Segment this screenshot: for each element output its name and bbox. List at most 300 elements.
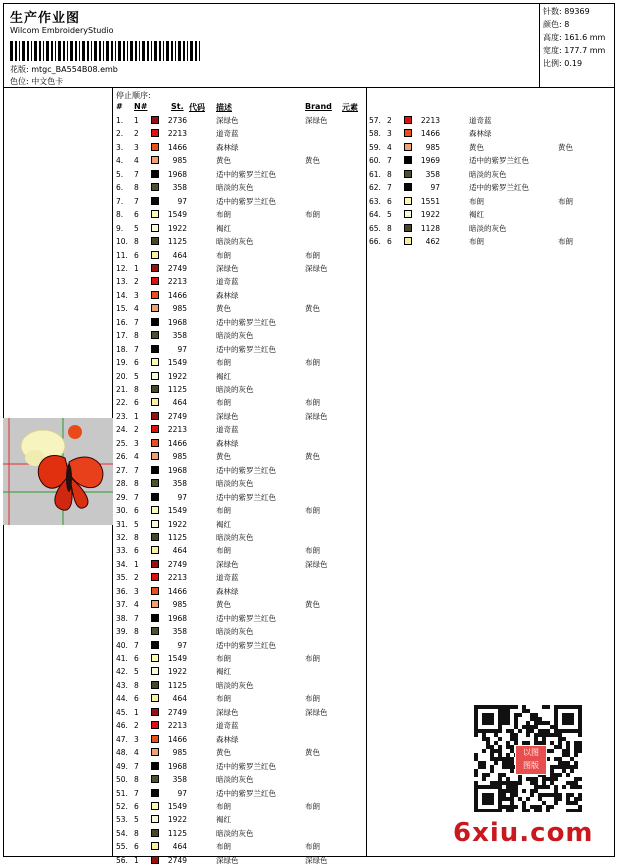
thread-color-swatch xyxy=(151,385,159,393)
row-needle: 5 xyxy=(134,815,139,825)
row-needle: 6 xyxy=(387,237,392,247)
row-code: 1466 xyxy=(167,438,187,448)
table-row xyxy=(369,222,569,235)
row-needle: 5 xyxy=(387,210,392,220)
row-index: 11. xyxy=(116,250,128,260)
thread-color-swatch xyxy=(151,520,159,528)
table-row xyxy=(116,168,366,181)
row-needle: 8 xyxy=(134,331,139,341)
row-needle: 3 xyxy=(134,734,139,744)
table-row xyxy=(116,141,366,154)
row-code: 1968 xyxy=(167,169,187,179)
thread-color-swatch xyxy=(151,721,159,729)
thread-color-swatch xyxy=(151,681,159,689)
thread-color-swatch xyxy=(404,116,412,124)
row-code: 2213 xyxy=(167,425,187,435)
stop-order-label: 停止顺序: xyxy=(116,91,151,100)
row-needle: 7 xyxy=(134,317,139,327)
row-brand: 布朗 xyxy=(305,210,320,220)
row-description: 暗淡的灰色 xyxy=(216,479,254,489)
row-needle: 8 xyxy=(134,479,139,489)
col-header-needle: N# xyxy=(134,102,148,111)
row-brand: 布朗 xyxy=(558,237,573,247)
row-index: 20. xyxy=(116,371,128,381)
row-code: 1125 xyxy=(167,680,187,690)
table-row xyxy=(116,262,366,275)
row-index: 3. xyxy=(116,142,124,152)
row-brand: 黄色 xyxy=(305,748,320,758)
row-brand: 黄色 xyxy=(558,142,573,152)
table-row xyxy=(116,612,366,625)
table-row xyxy=(116,827,366,840)
row-needle: 4 xyxy=(387,142,392,152)
row-description: 深绿色 xyxy=(216,116,239,125)
row-description: 适中的紫罗兰红色 xyxy=(216,613,276,623)
row-code: 464 xyxy=(172,250,187,260)
row-description: 黄色 xyxy=(216,304,231,314)
row-description: 道奇蓝 xyxy=(469,116,492,125)
row-code: 1125 xyxy=(167,237,187,247)
row-needle: 1 xyxy=(134,116,139,125)
row-description: 深绿色 xyxy=(216,855,239,865)
table-row xyxy=(116,114,366,127)
row-description: 暗淡的灰色 xyxy=(216,775,254,785)
row-code: 97 xyxy=(177,788,187,798)
row-needle: 6 xyxy=(134,842,139,852)
table-row xyxy=(369,235,573,248)
row-needle: 6 xyxy=(134,210,139,220)
row-index: 57. xyxy=(369,116,381,125)
row-needle: 1 xyxy=(134,263,139,273)
row-index: 5. xyxy=(116,169,124,179)
row-code: 1922 xyxy=(167,223,187,233)
row-index: 8. xyxy=(116,210,124,220)
thread-color-swatch xyxy=(151,398,159,406)
row-description: 布朗 xyxy=(216,654,231,663)
row-needle: 6 xyxy=(134,358,139,368)
row-description: 布朗 xyxy=(216,546,231,556)
stat-height: 高度: 161.6 mm xyxy=(543,33,606,42)
row-needle: 8 xyxy=(134,532,139,542)
table-row xyxy=(116,208,366,221)
row-index: 44. xyxy=(116,694,128,704)
row-index: 58. xyxy=(369,129,381,139)
row-description: 森林绿 xyxy=(216,142,239,152)
table-row xyxy=(369,114,569,127)
row-code: 2749 xyxy=(167,559,187,569)
thread-color-swatch xyxy=(404,237,412,245)
thread-color-swatch xyxy=(151,197,159,205)
thread-color-swatch xyxy=(151,183,159,191)
row-index: 46. xyxy=(116,721,128,731)
row-brand: 布朗 xyxy=(305,358,320,368)
row-index: 15. xyxy=(116,304,128,314)
row-index: 1. xyxy=(116,116,124,125)
row-description: 适中的紫罗兰红色 xyxy=(216,169,276,179)
row-code: 1466 xyxy=(167,290,187,300)
table-row xyxy=(116,423,366,436)
row-needle: 8 xyxy=(134,237,139,247)
thread-color-swatch xyxy=(151,533,159,541)
thread-color-swatch xyxy=(151,466,159,474)
row-brand: 黄色 xyxy=(305,600,320,610)
col-header-stitches: St. xyxy=(171,102,184,111)
row-needle: 3 xyxy=(387,129,392,139)
thread-color-swatch xyxy=(151,264,159,272)
row-needle: 2 xyxy=(134,721,139,731)
thread-color-swatch xyxy=(151,345,159,353)
row-code: 2213 xyxy=(167,277,187,287)
thread-color-swatch xyxy=(151,277,159,285)
table-row xyxy=(116,719,366,732)
table-row xyxy=(116,760,366,773)
row-index: 14. xyxy=(116,290,128,300)
row-code: 358 xyxy=(172,479,187,489)
table-row xyxy=(116,477,366,490)
thread-color-swatch xyxy=(151,829,159,837)
row-needle: 8 xyxy=(134,385,139,394)
row-description: 适中的紫罗兰红色 xyxy=(216,788,276,798)
thread-color-swatch xyxy=(404,210,412,218)
row-needle: 7 xyxy=(134,492,139,502)
row-code: 97 xyxy=(177,492,187,502)
row-description: 适中的紫罗兰红色 xyxy=(469,183,529,193)
row-code: 985 xyxy=(172,600,187,610)
table-row xyxy=(116,302,366,315)
row-needle: 4 xyxy=(134,156,139,166)
row-index: 39. xyxy=(116,627,128,637)
row-index: 4. xyxy=(116,156,124,166)
row-code: 464 xyxy=(172,546,187,556)
row-code: 1466 xyxy=(420,129,440,139)
thread-color-swatch xyxy=(151,372,159,380)
thread-color-swatch xyxy=(151,156,159,164)
table-row xyxy=(116,733,366,746)
row-needle: 6 xyxy=(134,546,139,556)
row-code: 1551 xyxy=(420,196,440,206)
row-code: 1549 xyxy=(167,654,187,663)
row-index: 43. xyxy=(116,680,128,690)
table-row xyxy=(116,665,366,678)
row-brand: 布朗 xyxy=(305,506,320,516)
row-needle: 5 xyxy=(134,519,139,529)
row-needle: 6 xyxy=(134,250,139,260)
row-needle: 7 xyxy=(134,465,139,475)
row-index: 10. xyxy=(116,237,128,247)
row-description: 黄色 xyxy=(216,748,231,758)
row-description: 布朗 xyxy=(216,801,231,811)
row-brand: 布朗 xyxy=(305,842,320,852)
row-needle: 7 xyxy=(134,640,139,650)
table-row xyxy=(116,343,366,356)
row-code: 1922 xyxy=(167,815,187,825)
row-code: 1466 xyxy=(167,734,187,744)
thread-color-swatch xyxy=(151,815,159,823)
row-needle: 7 xyxy=(134,761,139,771)
row-needle: 1 xyxy=(134,855,139,865)
row-code: 985 xyxy=(172,156,187,166)
row-code: 2213 xyxy=(420,116,440,125)
row-code: 1549 xyxy=(167,210,187,220)
row-index: 59. xyxy=(369,142,381,152)
row-code: 1968 xyxy=(167,317,187,327)
row-code: 2213 xyxy=(167,721,187,731)
row-description: 布朗 xyxy=(469,237,484,247)
watermark-text: 6xiu.com xyxy=(453,818,594,848)
row-description: 黄色 xyxy=(216,452,231,462)
row-code: 2749 xyxy=(167,707,187,717)
row-index: 45. xyxy=(116,707,128,717)
row-description: 褐红 xyxy=(469,210,484,220)
row-description: 暗淡的灰色 xyxy=(216,680,254,690)
row-code: 985 xyxy=(172,452,187,462)
thread-color-swatch xyxy=(151,667,159,675)
row-code: 1922 xyxy=(420,210,440,220)
row-brand: 深绿色 xyxy=(305,263,328,273)
table-row xyxy=(116,383,366,396)
row-index: 53. xyxy=(116,815,128,825)
thread-color-swatch xyxy=(151,439,159,447)
thread-color-swatch xyxy=(151,237,159,245)
thread-color-swatch xyxy=(151,318,159,326)
row-code: 97 xyxy=(177,640,187,650)
stat-width: 宽度: 177.7 mm xyxy=(543,46,606,55)
row-index: 22. xyxy=(116,398,128,408)
row-description: 布朗 xyxy=(216,694,231,704)
row-code: 464 xyxy=(172,694,187,704)
table-row xyxy=(369,168,569,181)
row-description: 适中的紫罗兰红色 xyxy=(216,761,276,771)
row-index: 38. xyxy=(116,613,128,623)
thread-color-swatch xyxy=(151,748,159,756)
table-row xyxy=(116,518,366,531)
row-needle: 2 xyxy=(134,425,139,435)
row-brand: 深绿色 xyxy=(305,707,328,717)
row-needle: 7 xyxy=(134,169,139,179)
row-needle: 7 xyxy=(134,788,139,798)
table-row xyxy=(116,464,366,477)
table-row xyxy=(369,154,569,167)
row-brand: 布朗 xyxy=(305,250,320,260)
row-description: 暗淡的灰色 xyxy=(216,183,254,193)
row-brand: 深绿色 xyxy=(305,116,328,125)
row-description: 适中的紫罗兰红色 xyxy=(216,640,276,650)
row-brand: 布朗 xyxy=(305,694,320,704)
thread-color-swatch xyxy=(151,708,159,716)
table-row xyxy=(116,800,366,813)
row-brand: 黄色 xyxy=(305,452,320,462)
table-row xyxy=(116,504,366,517)
row-needle: 8 xyxy=(134,828,139,838)
row-code: 358 xyxy=(172,331,187,341)
table-row xyxy=(116,370,366,383)
row-index: 62. xyxy=(369,183,381,193)
table-row xyxy=(116,558,366,571)
row-code: 1969 xyxy=(420,156,440,166)
table-row xyxy=(369,208,569,221)
col-header-description: 描述 xyxy=(216,103,232,112)
row-needle: 1 xyxy=(134,411,139,421)
row-needle: 3 xyxy=(134,438,139,448)
thread-color-swatch xyxy=(151,251,159,259)
row-description: 黄色 xyxy=(216,600,231,610)
row-description: 褐红 xyxy=(216,519,231,529)
header-panel xyxy=(3,3,540,88)
page-title: 生产作业图 xyxy=(10,11,81,26)
row-index: 40. xyxy=(116,640,128,650)
table-row xyxy=(116,181,366,194)
thread-color-swatch xyxy=(404,170,412,178)
row-description: 道奇蓝 xyxy=(216,277,239,287)
row-index: 34. xyxy=(116,559,128,569)
row-description: 暗淡的灰色 xyxy=(469,223,507,233)
thread-color-swatch xyxy=(151,479,159,487)
row-description: 暗淡的灰色 xyxy=(216,385,254,394)
row-code: 97 xyxy=(430,183,440,193)
thread-color-swatch xyxy=(151,116,159,124)
thread-color-swatch xyxy=(151,789,159,797)
thread-color-swatch xyxy=(151,452,159,460)
row-description: 适中的紫罗兰红色 xyxy=(216,492,276,502)
thread-color-swatch xyxy=(151,641,159,649)
row-needle: 2 xyxy=(134,277,139,287)
row-code: 1922 xyxy=(167,667,187,677)
row-brand: 布朗 xyxy=(305,398,320,408)
barcode xyxy=(10,41,202,61)
table-row xyxy=(116,491,366,504)
thread-color-swatch xyxy=(151,143,159,151)
row-description: 暗淡的灰色 xyxy=(216,532,254,542)
thread-color-swatch xyxy=(151,694,159,702)
row-needle: 1 xyxy=(134,559,139,569)
row-description: 森林绿 xyxy=(216,290,239,300)
row-description: 布朗 xyxy=(216,842,231,852)
row-index: 47. xyxy=(116,734,128,744)
row-description: 适中的紫罗兰红色 xyxy=(469,156,529,166)
row-description: 适中的紫罗兰红色 xyxy=(216,196,276,206)
table-row xyxy=(116,275,366,288)
table-row xyxy=(116,396,366,409)
row-code: 985 xyxy=(425,142,440,152)
row-index: 29. xyxy=(116,492,128,502)
row-needle: 6 xyxy=(134,694,139,704)
table-row xyxy=(116,854,366,867)
thread-color-swatch xyxy=(151,573,159,581)
table-row xyxy=(116,746,366,759)
row-description: 森林绿 xyxy=(216,734,239,744)
thread-color-swatch xyxy=(151,735,159,743)
colorway-label: 色位: 中文色卡 xyxy=(10,77,64,86)
row-description: 道奇蓝 xyxy=(216,129,239,139)
row-needle: 4 xyxy=(134,304,139,314)
row-description: 道奇蓝 xyxy=(216,573,239,583)
row-code: 1549 xyxy=(167,801,187,811)
row-description: 褐红 xyxy=(216,667,231,677)
row-code: 985 xyxy=(172,748,187,758)
row-description: 褐红 xyxy=(216,223,231,233)
row-description: 深绿色 xyxy=(216,411,239,421)
table-row xyxy=(116,316,366,329)
stat-scale: 比例: 0.19 xyxy=(543,59,583,68)
row-index: 51. xyxy=(116,788,128,798)
row-index: 30. xyxy=(116,506,128,516)
table-row xyxy=(116,639,366,652)
row-needle: 7 xyxy=(134,613,139,623)
row-brand: 布朗 xyxy=(305,801,320,811)
row-code: 462 xyxy=(425,237,440,247)
row-description: 暗淡的灰色 xyxy=(216,627,254,637)
row-code: 97 xyxy=(177,196,187,206)
row-index: 56. xyxy=(116,855,128,865)
table-row xyxy=(116,249,366,262)
row-index: 64. xyxy=(369,210,381,220)
row-description: 布朗 xyxy=(469,196,484,206)
row-code: 97 xyxy=(177,344,187,354)
row-needle: 8 xyxy=(134,183,139,193)
row-index: 18. xyxy=(116,344,128,354)
row-index: 27. xyxy=(116,465,128,475)
row-description: 深绿色 xyxy=(216,559,239,569)
table-row xyxy=(116,437,366,450)
row-index: 37. xyxy=(116,600,128,610)
row-description: 褐红 xyxy=(216,815,231,825)
table-row xyxy=(369,141,573,154)
thread-color-swatch xyxy=(151,129,159,137)
row-index: 31. xyxy=(116,519,128,529)
table-row xyxy=(369,181,569,194)
thread-color-swatch xyxy=(151,224,159,232)
row-index: 28. xyxy=(116,479,128,489)
table-row xyxy=(116,598,366,611)
stat-colors: 颜色: 8 xyxy=(543,20,570,29)
row-code: 358 xyxy=(425,169,440,179)
thread-color-swatch xyxy=(151,412,159,420)
row-brand: 布朗 xyxy=(305,546,320,556)
row-needle: 7 xyxy=(387,183,392,193)
row-index: 17. xyxy=(116,331,128,341)
table-row xyxy=(116,544,366,557)
row-index: 24. xyxy=(116,425,128,435)
row-description: 暗淡的灰色 xyxy=(216,331,254,341)
table-row xyxy=(369,127,569,140)
row-description: 布朗 xyxy=(216,398,231,408)
row-index: 36. xyxy=(116,586,128,596)
row-index: 32. xyxy=(116,532,128,542)
row-index: 52. xyxy=(116,801,128,811)
row-code: 1549 xyxy=(167,358,187,368)
row-index: 66. xyxy=(369,237,381,247)
thread-color-swatch xyxy=(151,560,159,568)
row-brand: 布朗 xyxy=(305,654,320,663)
row-code: 1125 xyxy=(167,828,187,838)
row-code: 1968 xyxy=(167,465,187,475)
row-code: 1125 xyxy=(167,385,187,394)
thread-color-swatch xyxy=(151,493,159,501)
thread-color-swatch xyxy=(151,506,159,514)
row-code: 1922 xyxy=(167,371,187,381)
thread-color-swatch xyxy=(151,170,159,178)
table-row xyxy=(116,840,366,853)
row-brand: 黄色 xyxy=(305,304,320,314)
row-description: 道奇蓝 xyxy=(216,425,239,435)
thread-color-swatch xyxy=(404,183,412,191)
row-code: 1968 xyxy=(167,761,187,771)
row-code: 2736 xyxy=(167,116,187,125)
thread-color-swatch xyxy=(404,197,412,205)
row-description: 森林绿 xyxy=(216,586,239,596)
table-row xyxy=(116,356,366,369)
row-code: 358 xyxy=(172,627,187,637)
